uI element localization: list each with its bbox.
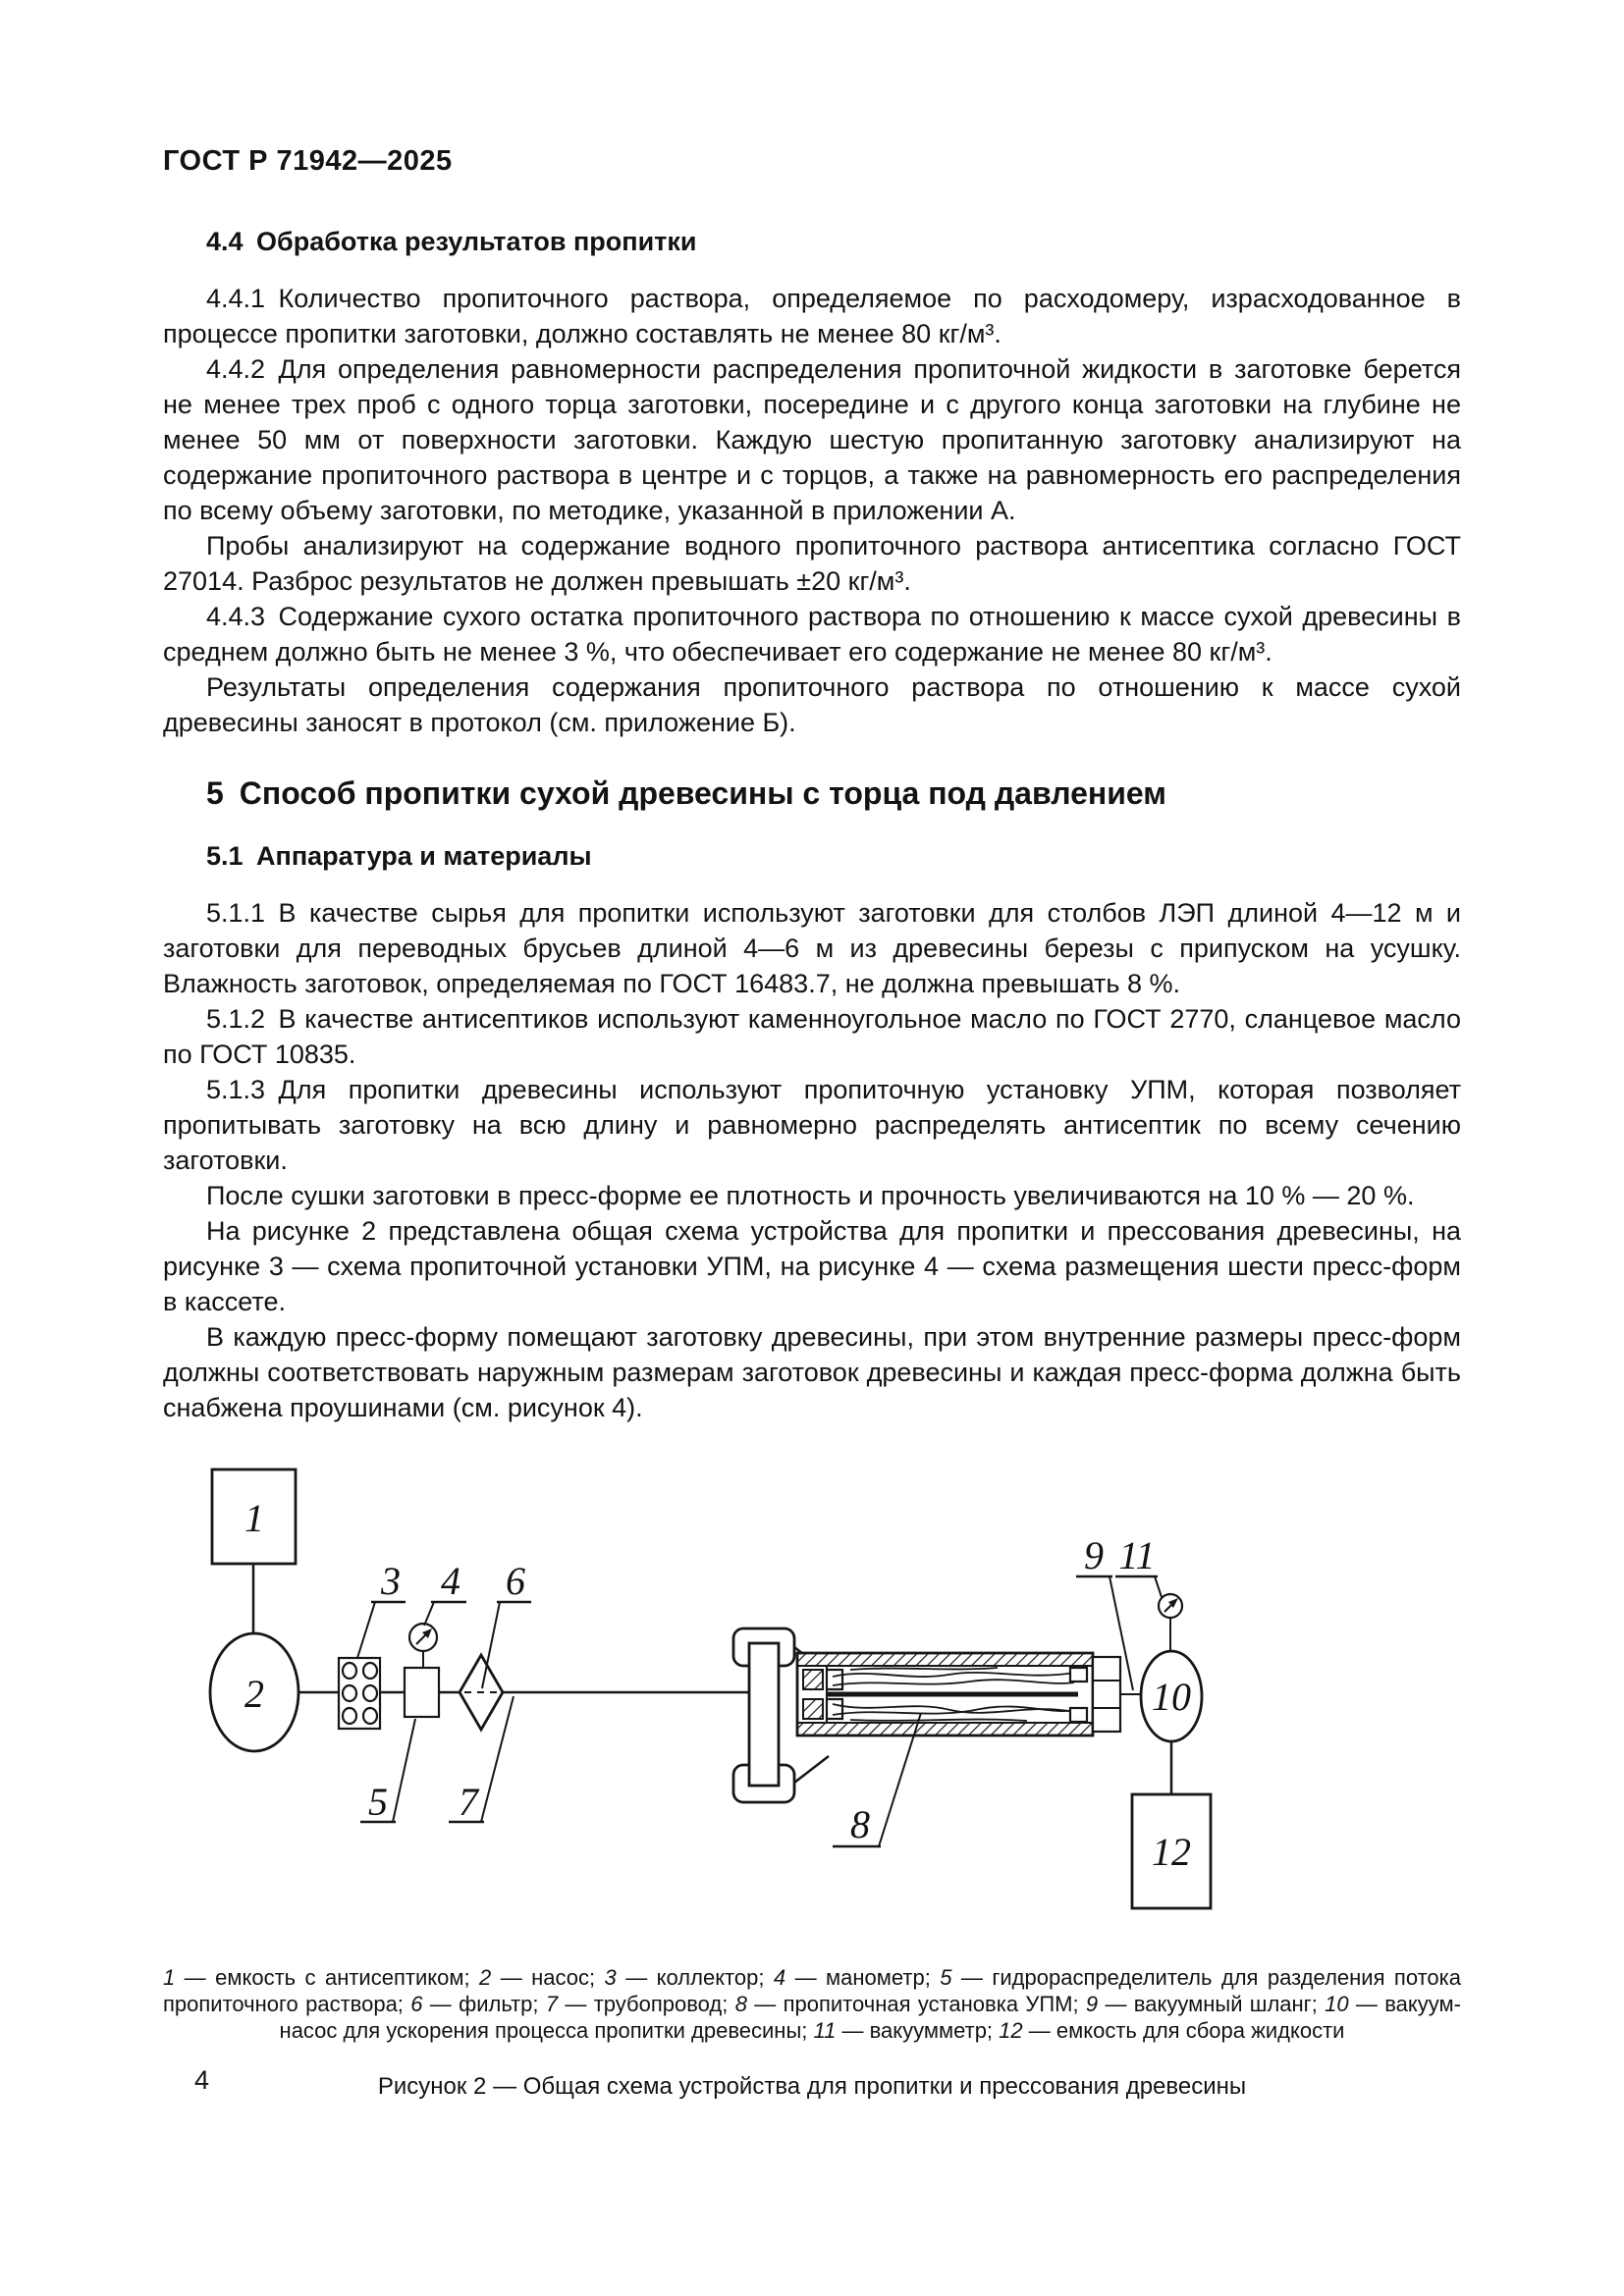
vacuum-hose-9	[1093, 1657, 1142, 1732]
paragraph-4-4-2: 4.4.2 Для определения равномерности распределения пропиточной жидкости в заготовке берется не менее трех проб с одного торца заготовки, посередине и с другого конца заготовки на глубине не менее 50 мм от поверхности заготовки. Каждую шестую пропитанную заготовку анализируют на содержание пропиточного раствора в центре и с торцов, а также на равномерность его распределения по всему объему заготовки, по методике, указанной в приложении А.	[163, 354, 1461, 525]
page-content	[163, 0, 1461, 2124]
paragraph-5-1-3: 5.1.3 Для пропитки древесины используют пропиточную установку УПМ, которая позволяет пропитывать заготовку на всю длину и равномерно распределять антисептик по всему сечению заготовки.	[163, 1075, 1461, 1175]
svg-text:7: 7	[459, 1780, 478, 1824]
svg-text:11: 11	[1118, 1533, 1156, 1577]
paragraph-4-4-3b: Результаты определения содержания пропиточного раствора по отношению к массе сухой древесины заносят в протокол (см. приложение Б).	[163, 672, 1461, 737]
svg-text:1: 1	[244, 1496, 264, 1540]
vacuum-gauge-11	[1159, 1594, 1182, 1651]
paragraph-5-1-1: 5.1.1 В качестве сырья для пропитки используют заготовки для столбов ЛЭП длиной 4—12 м и заготовки для переводных брусьев длиной 4—6 м из древесины березы с припуском на усушку. Влажность заготовок, определяемая по ГОСТ 16483.7, не должна превышать 8 %.	[163, 898, 1461, 998]
heading-5-1: 5.1 Аппаратура и материалы	[206, 841, 592, 871]
impregnation-chamber-8	[797, 1653, 1093, 1735]
callout-4	[424, 1559, 466, 1626]
svg-text:6: 6	[506, 1559, 525, 1603]
figure-legend: 1 — емкость с антисептиком; 2 — насос; 3 — коллектор; 4 — манометр; 5 — гидрораспределитель для разделения потока пропиточного раствора; 6 — фильтр; 7 — трубопровод; 8 — пропиточная установка УПМ; 9 — вакуумный шланг; 10 — вакуум-насос для ускорения процесса пропитки древесины; 11 — вакуумметр; 12 — емкость для сбора жидкости	[163, 1965, 1461, 2043]
svg-text:8: 8	[850, 1802, 870, 1846]
figure-2	[163, 1429, 1461, 1925]
vacuum-pump-10	[1141, 1651, 1202, 1794]
callout-5	[360, 1719, 415, 1824]
pump-2	[210, 1633, 339, 1751]
paragraph-4-4-2b: Пробы анализируют на содержание водного пропиточного раствора антисептика согласно ГОСТ 27014. Разброс результатов не должен превышать ±20 кг/м³.	[163, 531, 1461, 596]
heading-5: 5 Способ пропитки сухой древесины с торца под давлением	[206, 775, 1166, 811]
svg-text:4: 4	[441, 1559, 460, 1603]
paragraph-5-1-3c: На рисунке 2 представлена общая схема устройства для пропитки и прессования древесины, на рисунке 3 — схема пропиточной установки УПМ, на рисунке 4 — схема размещения шести пресс-форм в кассете.	[163, 1216, 1461, 1316]
svg-text:10: 10	[1152, 1675, 1191, 1719]
svg-text:5: 5	[368, 1780, 388, 1824]
paragraph-5-1-3b: После сушки заготовки в пресс-форме ее плотность и прочность увеличиваются на 10 % — 20 %.	[206, 1181, 1415, 1210]
paragraph-4-4-1: 4.4.1 Количество пропиточного раствора, определяемое по расходомеру, израсходованное в процессе пропитки заготовки, должно составлять не менее 80 кг/м³.	[163, 284, 1461, 348]
callout-3	[357, 1559, 406, 1658]
svg-text:3: 3	[381, 1559, 401, 1603]
tank-antiseptic-1	[212, 1469, 296, 1635]
manometer-4	[409, 1624, 437, 1668]
paragraph-4-4-3: 4.4.3 Содержание сухого остатка пропиточного раствора по отношению к массе сухой древесины в среднем должно быть не менее 3 %, что обеспечивает его содержание не менее 80 кг/м³.	[163, 602, 1461, 667]
tank-collection-12	[1132, 1794, 1211, 1908]
hydro-distributor-5	[405, 1668, 460, 1717]
svg-text:2: 2	[244, 1672, 264, 1716]
filter-6	[460, 1655, 503, 1730]
paragraph-5-1-3d: В каждую пресс-форму помещают заготовку древесины, при этом внутренние размеры пресс-форм должны соответствовать наружным размерам заготовок древесины и каждая пресс-форма должна быть снабжена проушинами (см. рисунок 4).	[163, 1322, 1461, 1422]
doc-header: ГОСТ Р 71942—2025	[163, 145, 453, 177]
paragraph-5-1-2: 5.1.2 В качестве антисептиков используют каменноугольное масло по ГОСТ 2770, сланцевое масло по ГОСТ 10835.	[163, 1004, 1461, 1069]
figure-caption: Рисунок 2 — Общая схема устройства для пропитки и прессования древесины	[377, 2073, 1247, 2100]
svg-text:12: 12	[1152, 1830, 1191, 1874]
svg-text:9: 9	[1084, 1533, 1104, 1577]
collector-3	[339, 1658, 405, 1729]
page-number: 4	[194, 2065, 210, 2095]
heading-4-4: 4.4 Обработка результатов пропитки	[206, 227, 697, 256]
figure-2-diagram	[163, 1429, 1461, 1925]
callout-11	[1115, 1533, 1162, 1597]
